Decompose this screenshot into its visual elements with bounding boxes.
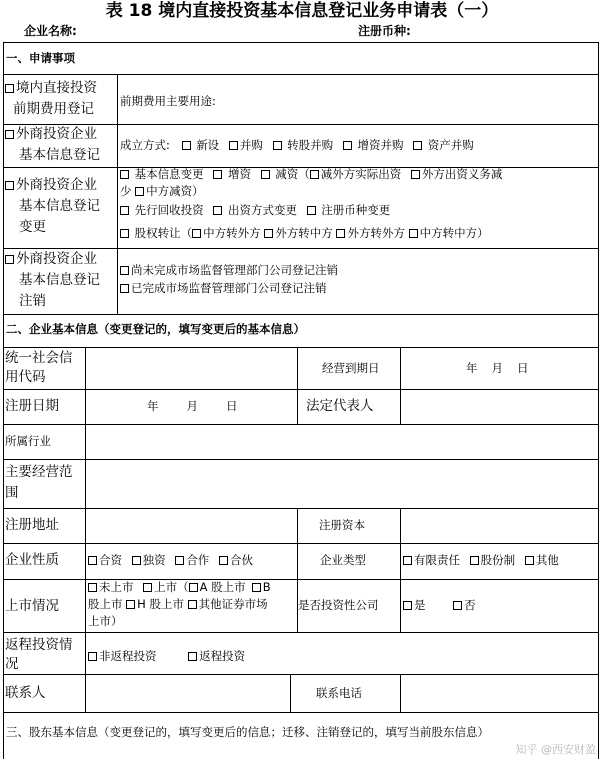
reg-date-value: 年 月 日 xyxy=(147,399,238,413)
opt-checkbox[interactable] xyxy=(413,141,422,150)
opt-checkbox[interactable] xyxy=(120,266,129,275)
scope-label-2: 围 xyxy=(5,485,19,501)
listing-line2: 股上市 H 股上市 其他证券市场 xyxy=(88,597,268,611)
opt-checkbox[interactable] xyxy=(261,170,270,179)
nature-options: 合资 独资 合作 合伙 xyxy=(88,553,253,568)
item-fie-deregister-checkbox[interactable] xyxy=(5,255,14,264)
item-prefees-line1: 境内直接投资 xyxy=(5,78,97,99)
legal-rep-label: 法定代表人 xyxy=(306,398,374,414)
change-options-line2: 少 中方减资） xyxy=(120,184,204,198)
item-fie-deregister-line3: 注销 xyxy=(19,293,46,309)
opt-checkbox[interactable] xyxy=(88,556,97,565)
change-options-line4: 股权转让（ 中方转外方 外方转中方 外方转外方 中方转中方） xyxy=(120,226,489,241)
uscc-label-1: 统一社会信 xyxy=(5,350,73,366)
item-fie-change-checkbox[interactable] xyxy=(5,181,14,190)
opt-checkbox[interactable] xyxy=(213,206,222,215)
company-name-label: 企业名称: xyxy=(24,24,77,38)
opt-label: 并购 xyxy=(239,138,263,152)
opt-checkbox[interactable] xyxy=(188,652,197,661)
roundtrip-label-2: 况 xyxy=(5,656,19,672)
establish-method-row xyxy=(120,138,480,153)
rule xyxy=(400,674,401,712)
opt-label: 新设 xyxy=(196,138,220,152)
opt-checkbox[interactable] xyxy=(219,556,228,565)
opt-checkbox[interactable] xyxy=(307,206,316,215)
rule xyxy=(400,508,401,632)
opt-checkbox[interactable] xyxy=(182,141,191,150)
scope-label-1: 主要经营范 xyxy=(5,464,73,480)
opt-checkbox[interactable] xyxy=(189,583,198,592)
rule xyxy=(117,248,118,314)
rule xyxy=(400,347,401,424)
opt-checkbox[interactable] xyxy=(120,170,129,179)
item-fie-change-line2: 基本信息登记 xyxy=(19,198,100,214)
rule xyxy=(3,347,599,348)
opt-checkbox[interactable] xyxy=(132,556,141,565)
address-label: 注册地址 xyxy=(5,517,59,533)
rule xyxy=(85,347,86,712)
item-fie-deregister-line1: 外商投资企业 xyxy=(5,249,97,270)
listing-line1: 未上市 上市（ A 股上市 B xyxy=(88,580,271,595)
item-prefees-checkbox[interactable] xyxy=(5,84,14,93)
opt-checkbox[interactable] xyxy=(453,601,462,610)
prefees-purpose-label: 前期费用主要用途: xyxy=(120,94,216,108)
contact-label: 联系人 xyxy=(5,685,46,701)
opt-checkbox[interactable] xyxy=(343,141,352,150)
rule xyxy=(3,712,599,713)
opt-checkbox[interactable] xyxy=(525,556,534,565)
listing-label: 上市情况 xyxy=(5,598,59,614)
item-fie-reg-checkbox[interactable] xyxy=(5,130,14,139)
item-fie-change-line3: 变更 xyxy=(19,219,46,235)
rule xyxy=(297,347,298,424)
listing-line3: 上市） xyxy=(88,614,123,628)
item-fie-reg-line1: 外商投资企业 xyxy=(5,124,97,145)
rule xyxy=(3,74,599,75)
opt-checkbox[interactable] xyxy=(126,600,135,609)
opt-checkbox[interactable] xyxy=(403,601,412,610)
change-options-line3: 先行回收投资 出资方式变更 注册币种变更 xyxy=(120,203,396,218)
establish-method-label: 成立方式: xyxy=(120,138,170,152)
opt-checkbox[interactable] xyxy=(252,583,261,592)
phone-label: 联系电话 xyxy=(316,686,362,700)
opt-checkbox[interactable] xyxy=(175,556,184,565)
opt-checkbox[interactable] xyxy=(229,141,238,150)
item-fie-deregister-line2: 基本信息登记 xyxy=(19,272,100,288)
item-prefees-line2: 前期费用登记 xyxy=(13,101,94,117)
opt-checkbox[interactable] xyxy=(188,600,197,609)
deregister-option-2: 已完成市场监督管理部门公司登记注销 xyxy=(120,281,327,296)
capital-label: 注册资本 xyxy=(319,518,365,532)
change-options-line1: 基本信息变更 增资 减资（ 减外方实际出资 外方出资义务减 xyxy=(120,167,502,182)
reg-date-label: 注册日期 xyxy=(5,398,59,414)
item-fie-change-line1: 外商投资企业 xyxy=(5,175,97,196)
section-1-heading: 一、申请事项 xyxy=(6,51,75,65)
opt-checkbox[interactable] xyxy=(213,170,222,179)
roundtrip-label-1: 返程投资情 xyxy=(5,637,73,653)
invest-co-label: 是否投资性公司 xyxy=(298,598,379,612)
opt-checkbox[interactable] xyxy=(409,229,418,238)
rule xyxy=(3,424,599,425)
currency-label: 注册币种: xyxy=(358,24,411,38)
opt-checkbox[interactable] xyxy=(336,229,345,238)
opt-checkbox[interactable] xyxy=(273,141,282,150)
rule xyxy=(3,459,599,460)
section-2-heading: 二、企业基本信息（变更登记的，填写变更后的基本信息） xyxy=(6,322,305,336)
rule xyxy=(3,314,599,315)
term-label: 经营到期日 xyxy=(322,361,380,375)
equity-transfer-checkbox[interactable] xyxy=(120,229,129,238)
opt-checkbox[interactable] xyxy=(120,206,129,215)
opt-label: 增资并购 xyxy=(357,138,404,152)
item-fie-reg-line2: 基本信息登记 xyxy=(19,147,100,163)
rule xyxy=(3,389,599,390)
opt-checkbox[interactable] xyxy=(310,170,319,179)
opt-label: 转股并购 xyxy=(287,138,334,152)
rule xyxy=(297,508,298,632)
opt-checkbox[interactable] xyxy=(88,652,97,661)
uscc-label-2: 用代码 xyxy=(5,369,46,385)
invest-co-options: 是 否 xyxy=(403,598,476,613)
type-options: 有限责任 股份制 其他 xyxy=(403,553,559,568)
opt-checkbox[interactable] xyxy=(411,170,420,179)
watermark: 知乎 @西安财盈 xyxy=(515,743,596,756)
rule xyxy=(290,674,291,712)
opt-checkbox[interactable] xyxy=(143,583,152,592)
form-title: 表 18 境内直接投资基本信息登记业务申请表（一） xyxy=(105,1,499,21)
section-3-heading: 三、股东基本信息（变更登记的，填写变更后的信息；迁移、注销登记的，填写当前股东信息） xyxy=(6,725,489,739)
industry-label: 所属行业 xyxy=(5,434,51,448)
opt-checkbox[interactable] xyxy=(120,284,129,293)
deregister-option-1: 尚未完成市场监督管理部门公司登记注销 xyxy=(120,263,338,278)
term-date: 年 月 日 xyxy=(466,361,529,375)
opt-checkbox[interactable] xyxy=(403,556,412,565)
rule xyxy=(117,74,118,248)
opt-checkbox[interactable] xyxy=(88,583,97,592)
opt-checkbox[interactable] xyxy=(470,556,479,565)
opt-checkbox[interactable] xyxy=(192,229,201,238)
opt-checkbox[interactable] xyxy=(264,229,273,238)
rule xyxy=(3,508,599,509)
opt-checkbox[interactable] xyxy=(135,187,144,196)
rule xyxy=(3,674,599,675)
type-label: 企业类型 xyxy=(320,553,366,567)
nature-label: 企业性质 xyxy=(5,552,59,568)
rule xyxy=(3,632,599,633)
rule xyxy=(3,543,599,544)
roundtrip-options: 非返程投资 返程投资 xyxy=(88,649,245,664)
opt-label: 资产并购 xyxy=(427,138,474,152)
